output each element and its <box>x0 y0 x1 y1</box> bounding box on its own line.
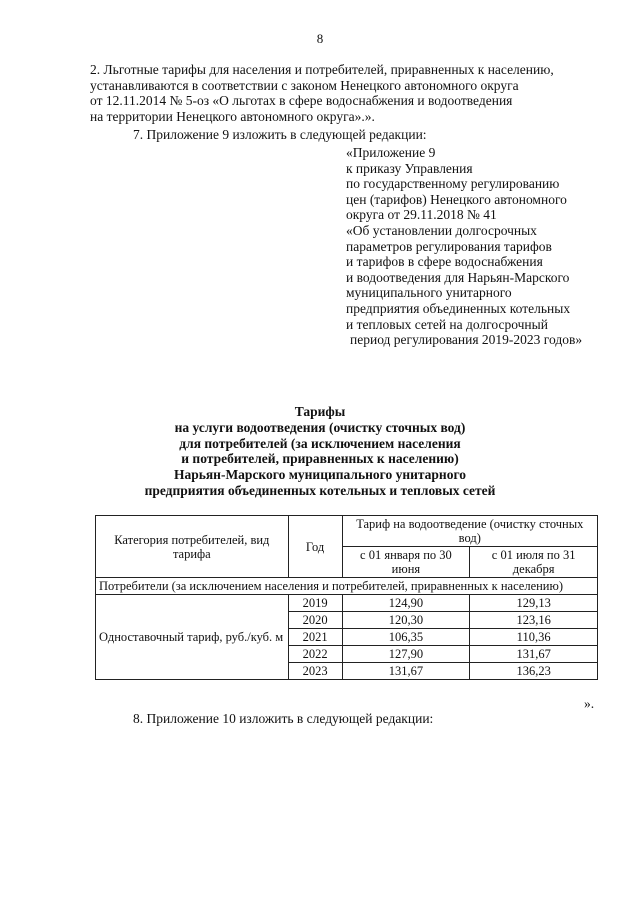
paragraph-7: 7. Приложение 9 изложить в следующей редакции: <box>133 127 427 142</box>
paragraph-2-line: 2. Льготные тарифы для населения и потребителей, приравненных к населению, <box>90 62 554 77</box>
paragraph-2-line: от 12.11.2014 № 5-оз «О льготах в сфере водоснабжения и водоотведения <box>90 93 513 108</box>
year-cell: 2019 <box>288 595 342 612</box>
appendix-line: предприятия объединенных котельных <box>346 300 571 316</box>
tariff-h1-cell: 120,30 <box>342 612 470 629</box>
appendix-line: параметров регулирования тарифов <box>346 238 552 254</box>
tariff-h1-cell: 124,90 <box>342 595 470 612</box>
title-line: для потребителей (за исключением населения <box>179 435 461 451</box>
table-row <box>96 595 598 612</box>
appendix-line: округа от 29.11.2018 № 41 <box>346 207 497 223</box>
tariff-h2-cell: 136,23 <box>470 663 598 680</box>
tariff-h2-cell: 110,36 <box>470 629 598 646</box>
year-cell: 2022 <box>288 646 342 663</box>
appendix-line: муниципального унитарного <box>346 285 512 301</box>
header-year: Год <box>288 516 342 578</box>
tariff-h1-cell: 106,35 <box>342 629 470 646</box>
appendix-line: период регулирования 2019-2023 годов» <box>350 332 583 348</box>
appendix-line: по государственному регулированию <box>346 176 560 192</box>
consumer-group-row <box>96 578 598 595</box>
tariff-h2-cell: 131,67 <box>470 646 598 663</box>
tariff-h1-cell: 127,90 <box>342 646 470 663</box>
tariff-h2-cell: 123,16 <box>470 612 598 629</box>
appendix-line: и водоотведения для Нарьян-Марского <box>346 269 570 285</box>
title-line: и потребителей, приравненных к населению) <box>181 451 459 467</box>
year-cell: 2023 <box>288 663 342 680</box>
title-line: предприятия объединенных котельных и тепловых сетей <box>144 482 496 498</box>
page-number: 8 <box>316 31 324 46</box>
appendix-line: «Об установлении долгосрочных <box>346 222 537 238</box>
appendix-header <box>346 145 616 348</box>
header-period-1: с 01 января по 30 июня <box>342 547 470 578</box>
paragraph-8: 8. Приложение 10 изложить в следующей редакции: <box>133 711 434 726</box>
paragraph-2-line: устанавливаются в соответствии с законом Ненецкого автономного округа <box>90 77 519 93</box>
header-category: Категория потребителей, вид тарифа <box>96 516 289 578</box>
table-header-row <box>96 516 598 547</box>
title-line: на услуги водоотведения (очистку сточных вод) <box>174 419 466 435</box>
paragraph-2 <box>90 62 610 124</box>
appendix-line: цен (тарифов) Ненецкого автономного <box>346 191 567 207</box>
appendix-line: и тепловых сетей на долгосрочный <box>346 316 548 332</box>
tariff-h1-cell: 131,67 <box>342 663 470 680</box>
title-line: Тарифы <box>294 404 346 419</box>
closing-mark: ». <box>584 696 595 711</box>
header-tariff: Тариф на водоотведение (очистку сточных вод) <box>342 516 597 547</box>
year-cell: 2020 <box>288 612 342 629</box>
appendix-line: к приказу Управления <box>346 160 473 176</box>
appendix-line: и тарифов в сфере водоснабжения <box>346 254 543 270</box>
year-cell: 2021 <box>288 629 342 646</box>
paragraph-2-line: на территории Ненецкого автономного округа».». <box>90 108 375 124</box>
tariff-type: Одноставочный тариф, руб./куб. м <box>96 595 289 680</box>
tariff-table <box>95 515 598 680</box>
tariff-h2-cell: 129,13 <box>470 595 598 612</box>
appendix-line: «Приложение 9 <box>346 145 436 160</box>
title-line: Нарьян-Марского муниципального унитарного <box>173 467 467 483</box>
header-period-2: с 01 июля по 31 декабря <box>470 547 598 578</box>
consumer-group: Потребители (за исключением населения и потребителей, приравненных к населению) <box>96 578 598 595</box>
document-title <box>0 404 640 499</box>
